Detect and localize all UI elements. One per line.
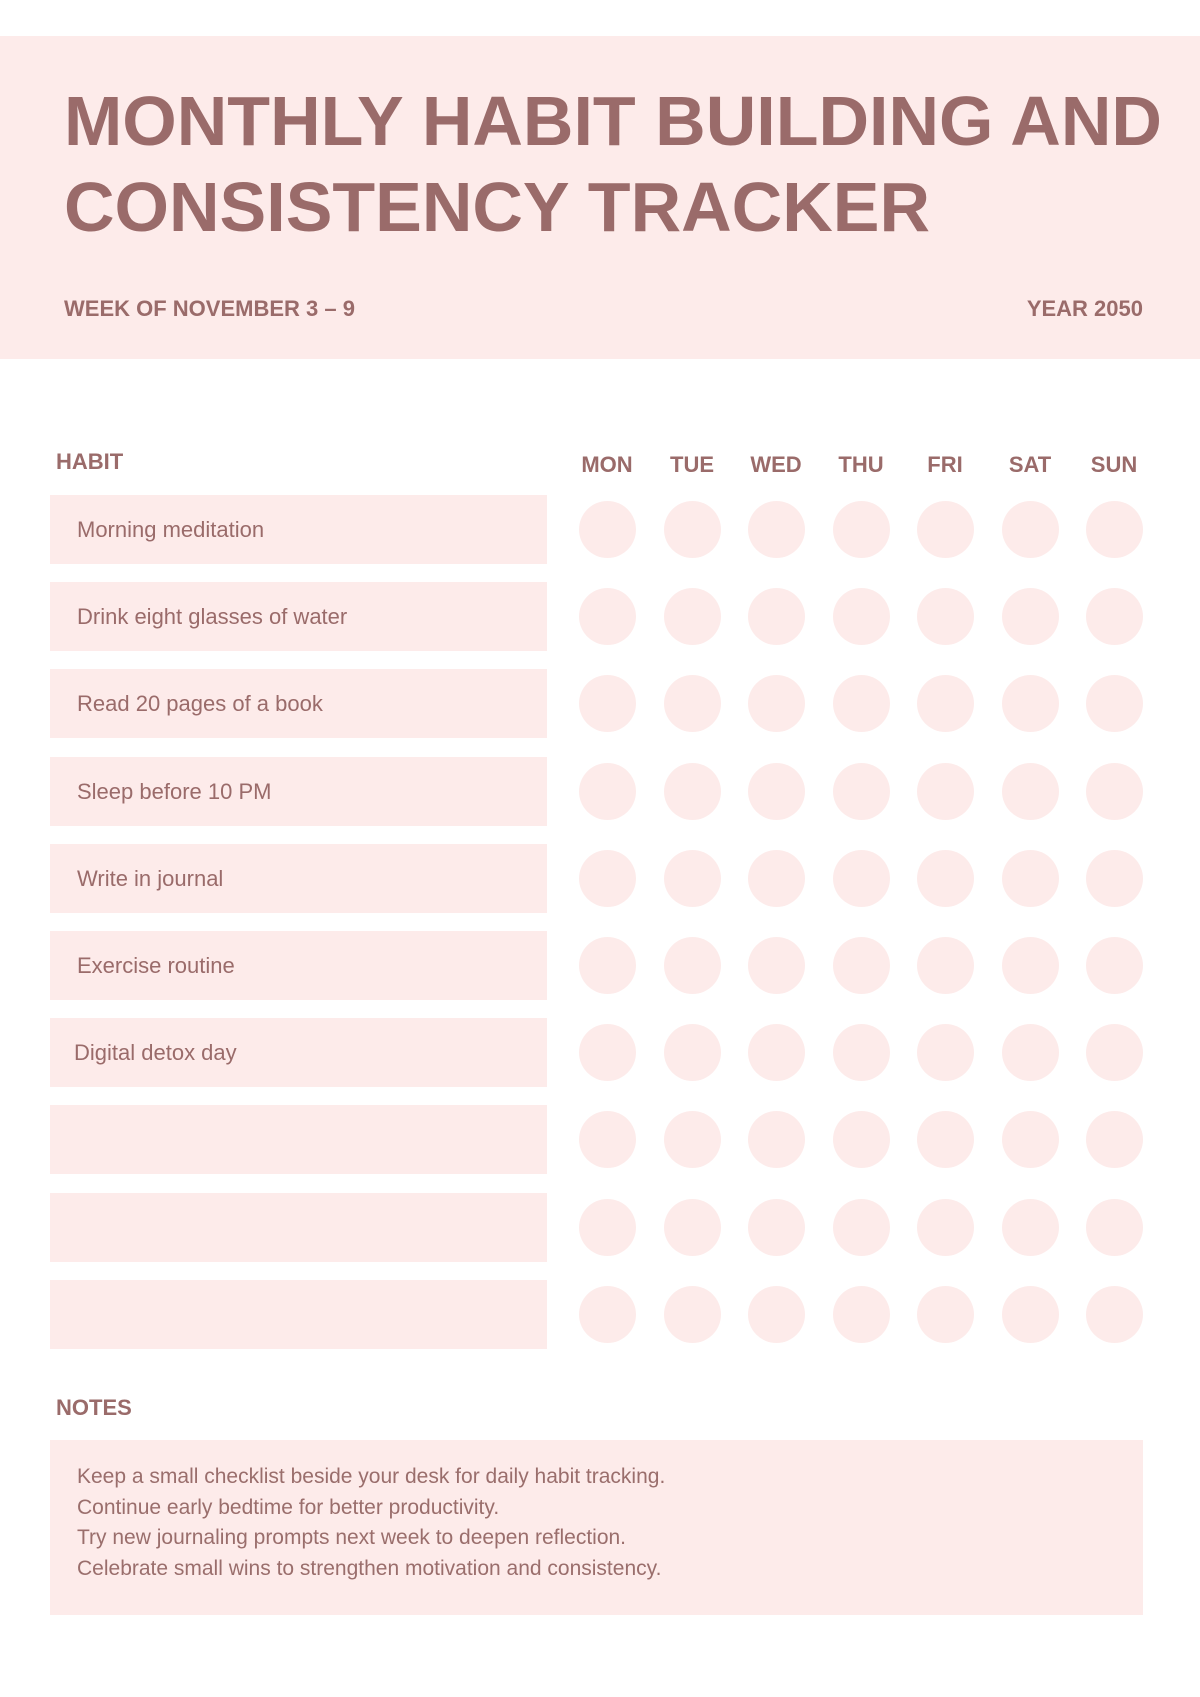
day-header-fri: FRI (927, 452, 963, 477)
habit-check-wed[interactable] (748, 675, 805, 732)
habit-row[interactable] (50, 1105, 547, 1174)
habit-check-thu[interactable] (833, 1024, 890, 1081)
notes-box (50, 1440, 1143, 1615)
page-title-line-1: MONTHLY HABIT BUILDING AND (64, 82, 1162, 160)
habit-check-tue[interactable] (664, 763, 721, 820)
habit-row[interactable] (50, 931, 547, 1000)
habit-check-sat[interactable] (1002, 501, 1059, 558)
habit-check-tue[interactable] (664, 1199, 721, 1256)
habit-check-sat[interactable] (1002, 1024, 1059, 1081)
habit-check-wed[interactable] (748, 937, 805, 994)
habit-row[interactable] (50, 844, 547, 913)
habit-row[interactable] (50, 1018, 547, 1087)
habit-check-sun[interactable] (1086, 1024, 1143, 1081)
note-line: Continue early bedtime for better productivity. (77, 1495, 500, 1519)
habit-check-tue[interactable] (664, 675, 721, 732)
day-header-thu: THU (838, 452, 884, 477)
habit-check-fri[interactable] (917, 675, 974, 732)
habit-row[interactable] (50, 669, 547, 738)
day-header-sat: SAT (1008, 452, 1052, 477)
habit-check-mon[interactable] (579, 1024, 636, 1081)
habit-check-mon[interactable] (579, 675, 636, 732)
habit-check-thu[interactable] (833, 1111, 890, 1168)
habit-check-sat[interactable] (1002, 675, 1059, 732)
habit-check-wed[interactable] (748, 1199, 805, 1256)
habit-check-sun[interactable] (1086, 501, 1143, 558)
habit-check-mon[interactable] (579, 937, 636, 994)
habit-check-sat[interactable] (1002, 1111, 1059, 1168)
habit-check-mon[interactable] (579, 588, 636, 645)
habit-row[interactable] (50, 495, 547, 564)
habit-column-header: HABIT (56, 449, 124, 474)
habit-check-tue[interactable] (664, 588, 721, 645)
habit-check-sun[interactable] (1086, 937, 1143, 994)
habit-check-wed[interactable] (748, 1111, 805, 1168)
habit-check-sat[interactable] (1002, 1199, 1059, 1256)
habit-check-mon[interactable] (579, 1111, 636, 1168)
habit-check-tue[interactable] (664, 1024, 721, 1081)
habit-check-wed[interactable] (748, 1286, 805, 1343)
habit-row[interactable] (50, 1193, 547, 1262)
habit-check-thu[interactable] (833, 937, 890, 994)
year-label: YEAR 2050 (1026, 296, 1143, 321)
habit-check-tue[interactable] (664, 850, 721, 907)
habit-name: Digital detox day (74, 1040, 237, 1066)
habit-name: Read 20 pages of a book (77, 691, 323, 717)
habit-check-wed[interactable] (748, 501, 805, 558)
habit-check-tue[interactable] (664, 1286, 721, 1343)
habit-check-thu[interactable] (833, 675, 890, 732)
note-line: Try new journaling prompts next week to deepen reflection. (77, 1526, 627, 1549)
note-line: Keep a small checklist beside your desk for daily habit tracking. (77, 1465, 666, 1488)
habit-check-fri[interactable] (917, 1111, 974, 1168)
habit-name: Sleep before 10 PM (77, 778, 272, 804)
habit-check-wed[interactable] (748, 588, 805, 645)
habit-check-tue[interactable] (664, 501, 721, 558)
day-header-sun: SUN (1090, 452, 1138, 477)
habit-check-fri[interactable] (917, 1199, 974, 1256)
habit-check-sun[interactable] (1086, 1286, 1143, 1343)
habit-name: Write in journal (77, 865, 224, 891)
habit-check-tue[interactable] (664, 1111, 721, 1168)
habit-check-thu[interactable] (833, 501, 890, 558)
day-header-mon: MON (581, 452, 633, 477)
habit-check-fri[interactable] (917, 937, 974, 994)
habit-row[interactable] (50, 582, 547, 651)
habit-check-sun[interactable] (1086, 1111, 1143, 1168)
habit-check-sat[interactable] (1002, 937, 1059, 994)
habit-check-fri[interactable] (917, 501, 974, 558)
habit-check-tue[interactable] (664, 937, 721, 994)
habit-check-mon[interactable] (579, 1199, 636, 1256)
habit-check-thu[interactable] (833, 588, 890, 645)
habit-check-mon[interactable] (579, 1286, 636, 1343)
habit-check-fri[interactable] (917, 763, 974, 820)
habit-row[interactable] (50, 757, 547, 826)
notes-text (77, 1462, 665, 1584)
page-title (64, 78, 1164, 250)
page-title-line-2: CONSISTENCY TRACKER (64, 168, 931, 246)
habit-check-sun[interactable] (1086, 850, 1143, 907)
habit-check-sat[interactable] (1002, 588, 1059, 645)
habit-check-wed[interactable] (748, 1024, 805, 1081)
habit-check-wed[interactable] (748, 850, 805, 907)
habit-check-thu[interactable] (833, 763, 890, 820)
habit-check-sat[interactable] (1002, 850, 1059, 907)
habit-check-thu[interactable] (833, 1199, 890, 1256)
habit-check-wed[interactable] (748, 763, 805, 820)
notes-label: NOTES (56, 1395, 132, 1420)
habit-check-fri[interactable] (917, 850, 974, 907)
habit-check-sun[interactable] (1086, 588, 1143, 645)
habit-check-thu[interactable] (833, 1286, 890, 1343)
habit-row[interactable] (50, 1280, 547, 1349)
habit-name: Exercise routine (77, 953, 235, 978)
habit-check-sun[interactable] (1086, 675, 1143, 732)
week-label: WEEK OF NOVEMBER 3 – 9 (64, 296, 355, 321)
habit-check-sun[interactable] (1086, 1199, 1143, 1256)
habit-check-mon[interactable] (579, 763, 636, 820)
day-header-wed: WED (750, 452, 802, 477)
habit-check-mon[interactable] (579, 501, 636, 558)
habit-check-fri[interactable] (917, 588, 974, 645)
habit-check-thu[interactable] (833, 850, 890, 907)
habit-name: Morning meditation (77, 517, 265, 542)
habit-check-fri[interactable] (917, 1024, 974, 1081)
habit-check-sun[interactable] (1086, 763, 1143, 820)
habit-check-fri[interactable] (917, 1286, 974, 1343)
note-line: Celebrate small wins to strengthen motivation and consistency. (77, 1556, 662, 1580)
habit-check-sat[interactable] (1002, 763, 1059, 820)
day-header-tue: TUE (670, 452, 714, 477)
habit-check-sat[interactable] (1002, 1286, 1059, 1343)
habit-name: Drink eight glasses of water (77, 604, 348, 630)
habit-check-mon[interactable] (579, 850, 636, 907)
